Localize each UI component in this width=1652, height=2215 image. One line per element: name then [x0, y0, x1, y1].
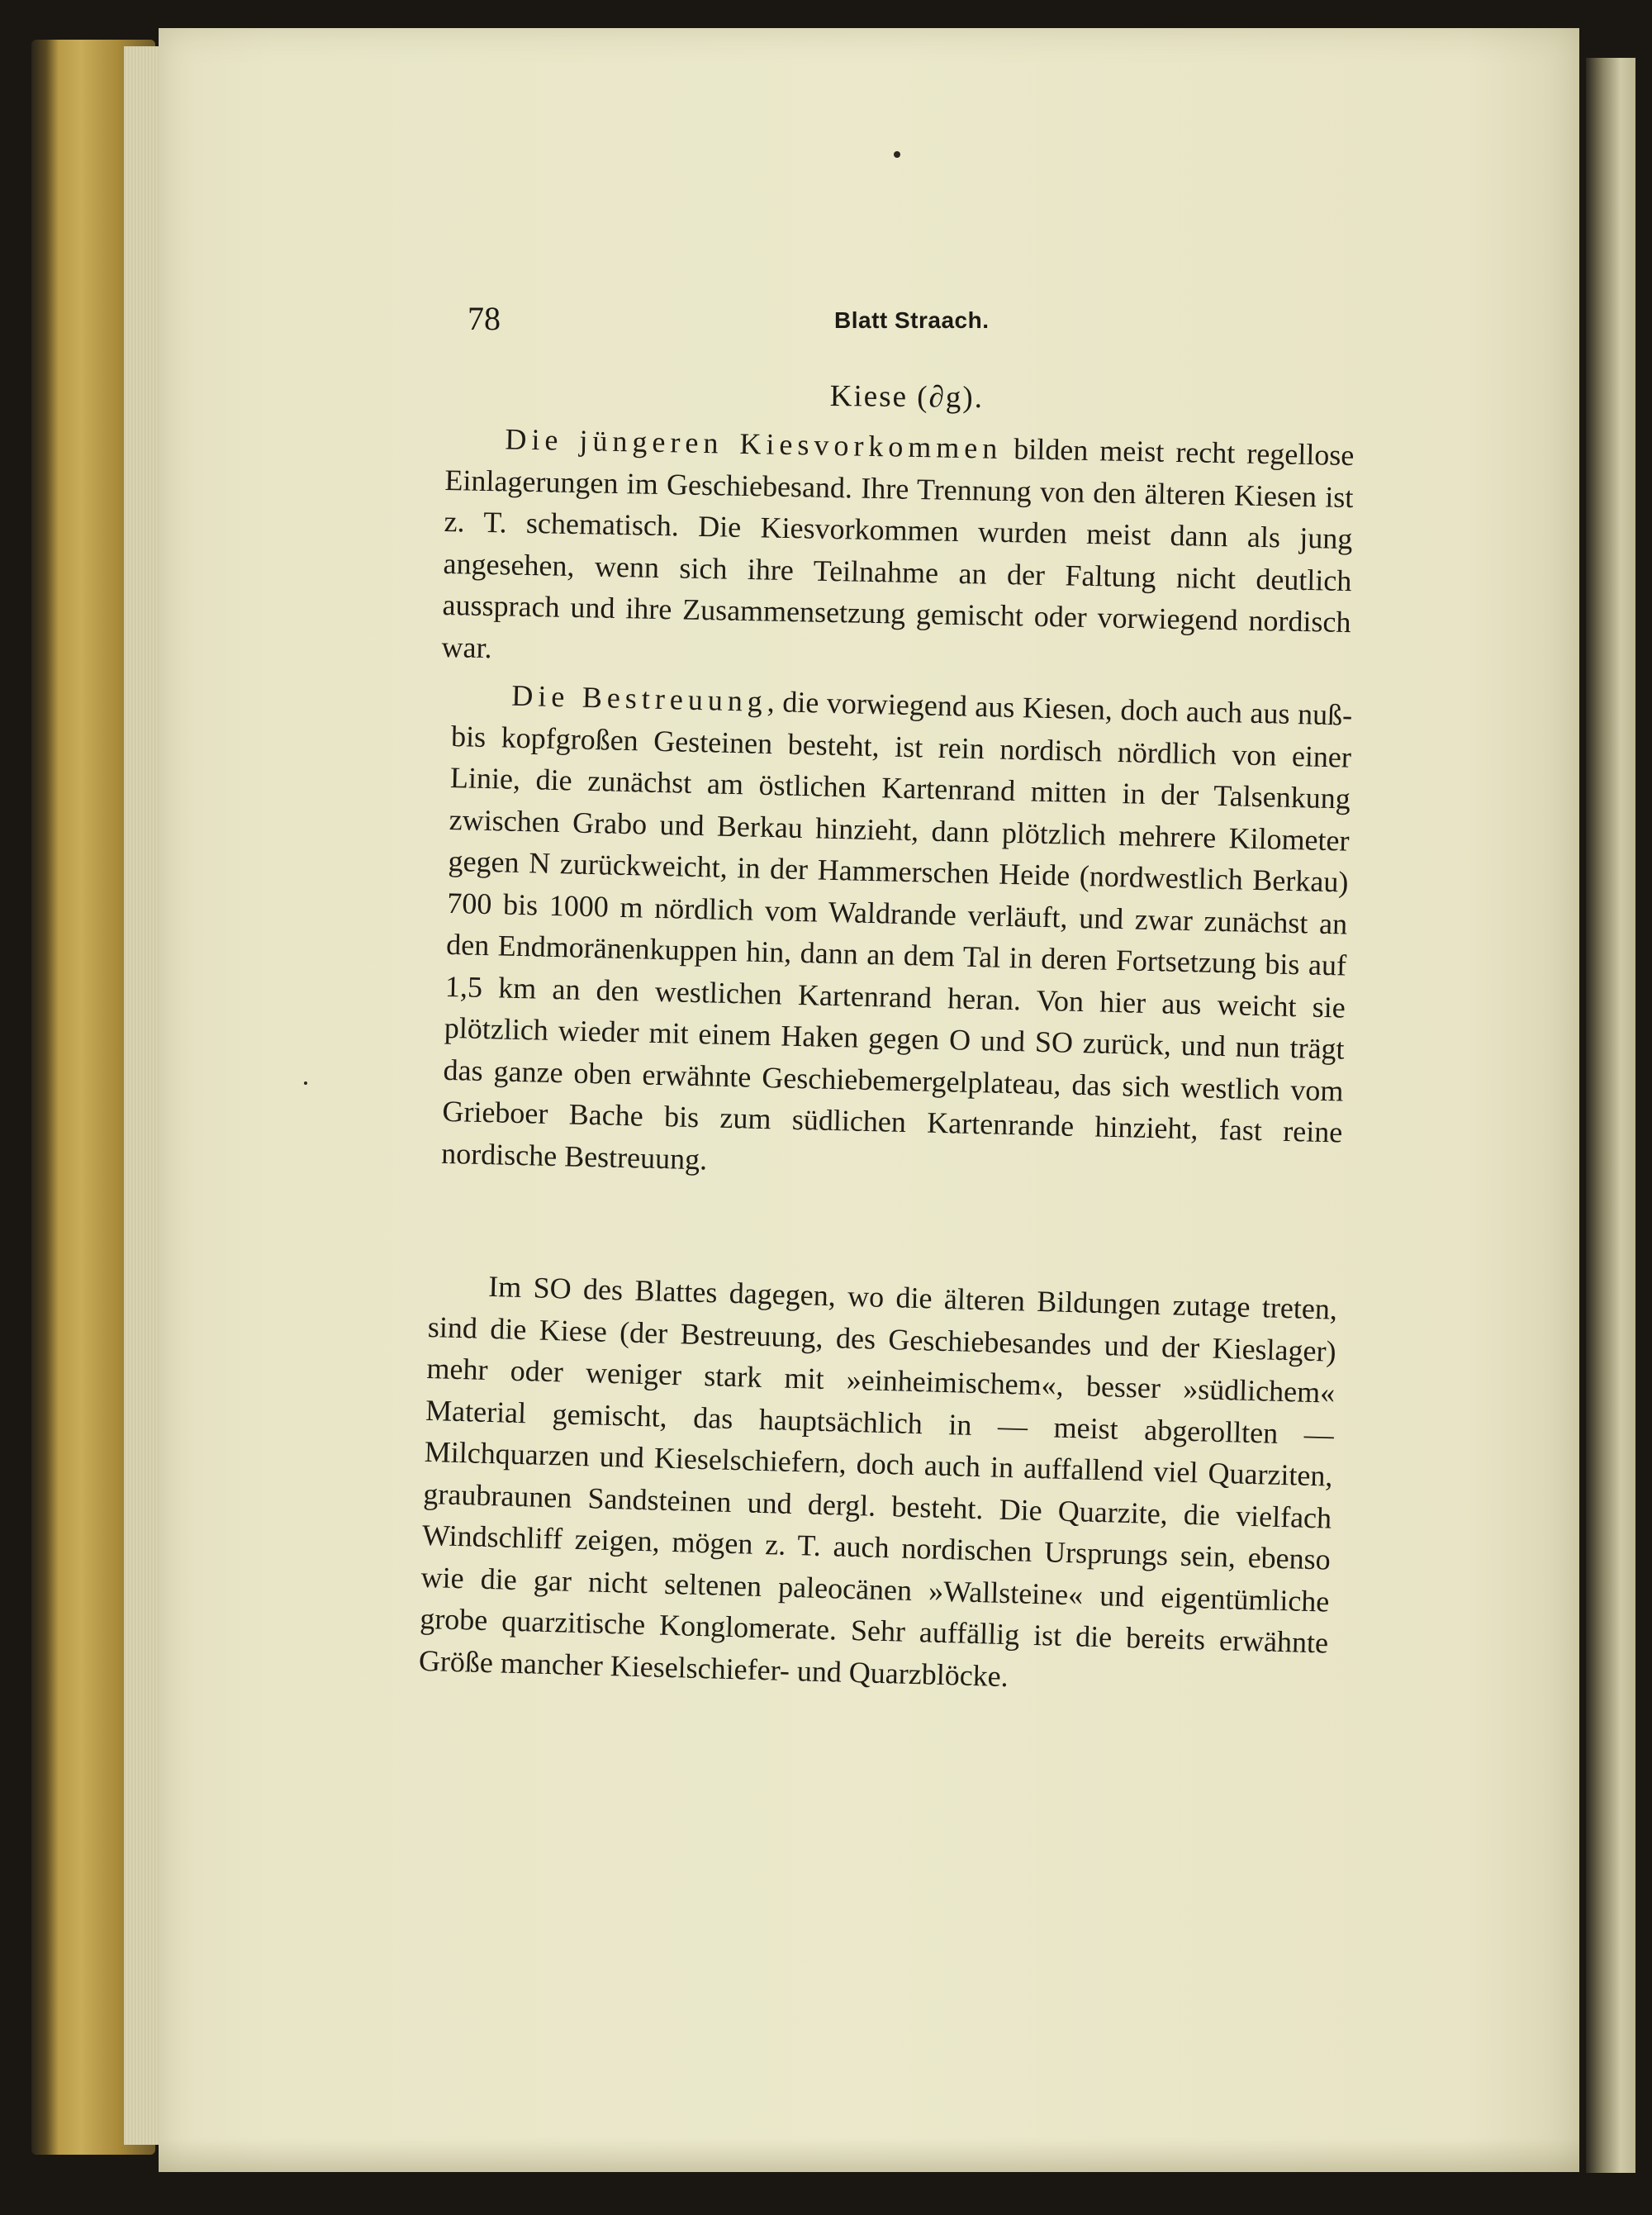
facing-page-edge	[1586, 58, 1635, 2173]
running-title: Blatt Straach.	[834, 307, 990, 333]
speck-mark	[304, 1081, 307, 1085]
speck-mark	[894, 151, 900, 158]
paragraph-scattering	[441, 673, 1353, 1195]
paragraph-text: bilden meist recht regellose Einlagerungen im Geschiebesand. Ihre Trennung von den älteren Kiesen ist z. T. schematisch. Die Kiesvorkommen wurden meist dann als jung angesehen, wenn sich ihre Teilnahme an der Faltung nicht deutlich aussprach und ihre Zusammensetzung gemischt oder vorwiegend nordisch war.	[441, 431, 1355, 664]
paragraph-lead: Die jüngeren Kiesvorkommen	[505, 422, 1003, 465]
paragraph-lead: Die Bestreuung	[510, 678, 768, 718]
section-heading: Kiese (∂g).	[829, 378, 985, 415]
page-number: 78	[468, 300, 501, 337]
paragraph-text: , die vorwiegend aus Kiesen, doch auch aus nuß- bis kopfgroßen Gesteinen besteht, ist rein nordisch nördlich von einer Linie, die zunächst am östlichen Kartenrand mitten in der Talsenkung zwischen Grabo und Berkau hinzieht, dann plötzlich mehrere Kilometer gegen N zurückweicht, in der Hammerschen Heide (nordwestlich Berkau) 700 bis 1000 m nördlich vom Waldrande verläuft, und zwar zunächst an den Endmoränenkuppen hin, dann an dem Tal in deren Fortsetzung bis auf 1,5 km an den westlichen Kartenrand heran. Von hier aus weicht sie plötzlich wieder mit einem Haken gegen O und SO zurück, und nun trägt das ganze oben erwähnte Geschiebemergelplateau, das sich westlich vom Grieboer Bache bis zum südlichen Kartenrande hinzieht, fast reine nordische Bestreuung.	[440, 684, 1353, 1176]
paragraph-young-gravels	[441, 417, 1355, 685]
paragraph-southeast	[418, 1264, 1337, 1706]
paragraph-text: Im SO des Blattes dagegen, wo die älteren Bildungen zutage treten, sind die Kiese (der Bestreuung, des Geschiebesandes und der Kieslager) mehr oder weniger stark mit »einheimischem«, besser »südlichem« Material gemischt, das hauptsächlich in — meist abgerollten — Milchquarzen und Kieselschiefern, doch auch in auffallend viel Quarziten, graubraunen Sandsteinen und dergl. besteht. Die Quarzite, die vielfach Windschliff zeigen, mögen z. T. auch nordischen Ursprungs sein, ebenso wie die gar nicht seltenen paleocänen »Wallsteine« und eigentümliche grobe quarzitische Konglomerate. Sehr auffällig ist die bereits erwähnte Größe mancher Kieselschiefer- und Quarzblöcke.	[418, 1269, 1338, 1693]
